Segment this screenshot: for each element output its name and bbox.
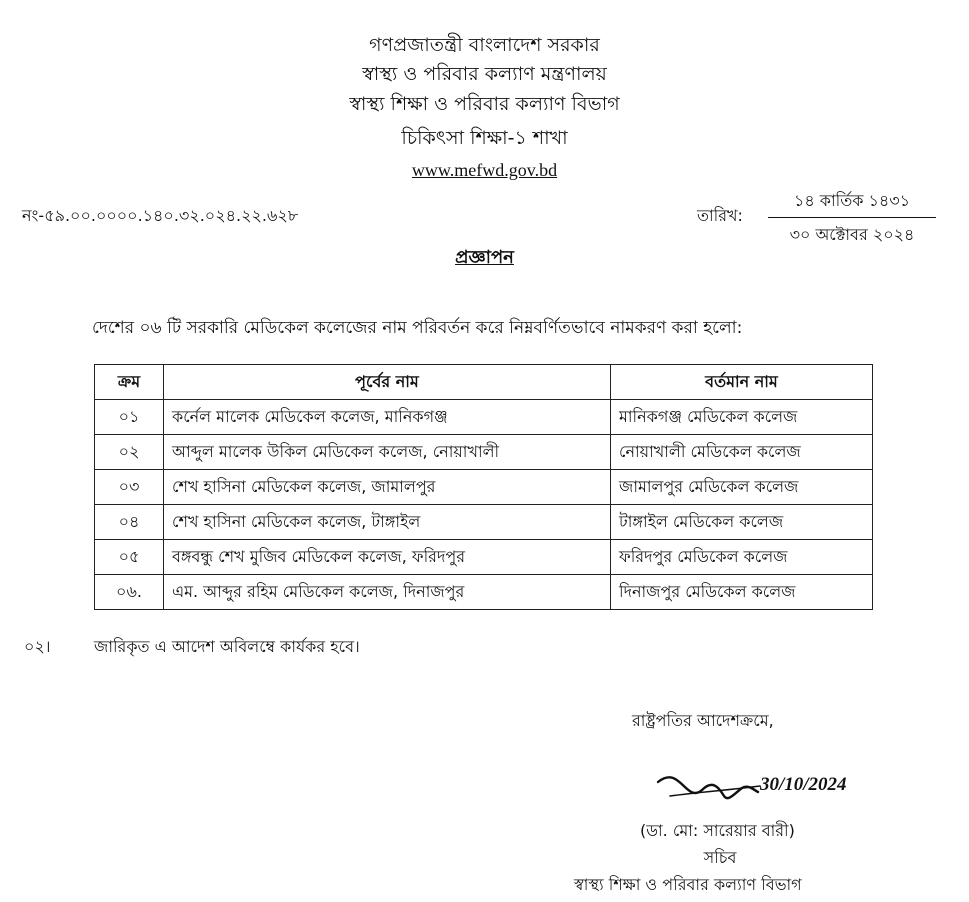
col-serial: ক্রম: [95, 365, 164, 400]
row-serial: ০৩: [95, 470, 164, 505]
table-row: [95, 435, 873, 470]
website-link[interactable]: www.mefwd.gov.bd: [411, 160, 558, 180]
row-serial: ০৫: [95, 540, 164, 575]
row-current-name: মানিকগঞ্জ মেডিকেল কলেজ: [611, 400, 873, 435]
ministry-title: স্বাস্থ্য ও পরিবার কল্যাণ মন্ত্রণালয়: [362, 63, 607, 85]
col-previous-name: পূর্বের নাম: [164, 365, 611, 400]
table-row: [95, 575, 873, 610]
date-label: তারিখ:: [697, 206, 743, 225]
table-row: [95, 470, 873, 505]
point-number: ০২।: [24, 637, 51, 656]
college-rename-table: [94, 364, 873, 610]
signatory-division: স্বাস্থ্য শিক্ষা ও পরিবার কল্যাণ বিভাগ: [574, 875, 802, 894]
row-current-name: ফরিদপুর মেডিকেল কলেজ: [611, 540, 873, 575]
govt-title: গণপ্রজাতন্ত্রী বাংলাদেশ সরকার: [369, 34, 600, 56]
date-block: [768, 188, 936, 249]
date-english: ৩০ অক্টোবর ২০২৪: [789, 225, 915, 244]
memo-number: নং-৫৯.০০.০০০০.১৪০.৩২.০২৪.২২.৬২৮: [22, 206, 299, 225]
col-current-name: বর্তমান নাম: [611, 365, 873, 400]
row-current-name: নোয়াখালী মেডিকেল কলেজ: [611, 435, 873, 470]
table-row: [95, 400, 873, 435]
row-serial: ০৪: [95, 505, 164, 540]
notice-title: [0, 243, 969, 274]
signatory-designation: সচিব: [703, 848, 737, 867]
row-current-name: টাঙ্গাইল মেডিকেল কলেজ: [611, 505, 873, 540]
signature-date: 30/10/2024: [760, 774, 847, 795]
row-current-name: দিনাজপুর মেডিকেল কলেজ: [611, 575, 873, 610]
row-previous-name: বঙ্গবন্ধু শেখ মুজিব মেডিকেল কলেজ, ফরিদপুর: [164, 540, 611, 575]
row-previous-name: এম. আব্দুর রহিম মেডিকেল কলেজ, দিনাজপুর: [164, 575, 611, 610]
division-title: স্বাস্থ্য শিক্ষা ও পরিবার কল্যাণ বিভাগ: [349, 93, 620, 115]
by-order-text: রাষ্ট্রপতির আদেশক্রমে,: [632, 711, 774, 730]
signature-mark: [650, 760, 890, 816]
row-current-name: জামালপুর মেডিকেল কলেজ: [611, 470, 873, 505]
row-previous-name: কর্নেল মালেক মেডিকেল কলেজ, মানিকগঞ্জ: [164, 400, 611, 435]
handwritten-signature: [650, 760, 890, 820]
notice-title-text: প্রজ্ঞাপন: [455, 247, 514, 268]
table-header-row: [95, 365, 873, 400]
row-previous-name: শেখ হাসিনা মেডিকেল কলেজ, টাঙ্গাইল: [164, 505, 611, 540]
row-serial: ০২: [95, 435, 164, 470]
point-text: জারিকৃত এ আদেশ অবিলম্বে কার্যকর হবে।: [94, 637, 360, 656]
table-row: [95, 540, 873, 575]
signatory-name: (ডা. মো: সারেয়ার বারী): [640, 821, 795, 840]
date-bangla: ১৪ কার্তিক ১৪৩১: [768, 188, 936, 218]
row-previous-name: আব্দুল মালেক উকিল মেডিকেল কলেজ, নোয়াখালী: [164, 435, 611, 470]
intro-paragraph: দেশের ০৬ টি সরকারি মেডিকেল কলেজের নাম পরিবর্তন করে নিম্নবর্ণিতভাবে নামকরণ করা হলো:: [92, 318, 743, 338]
table-row: [95, 505, 873, 540]
row-serial: ০১: [95, 400, 164, 435]
row-previous-name: শেখ হাসিনা মেডিকেল কলেজ, জামালপুর: [164, 470, 611, 505]
section-title: চিকিৎসা শিক্ষা-১ শাখা: [401, 127, 568, 149]
row-serial: ০৬.: [95, 575, 164, 610]
